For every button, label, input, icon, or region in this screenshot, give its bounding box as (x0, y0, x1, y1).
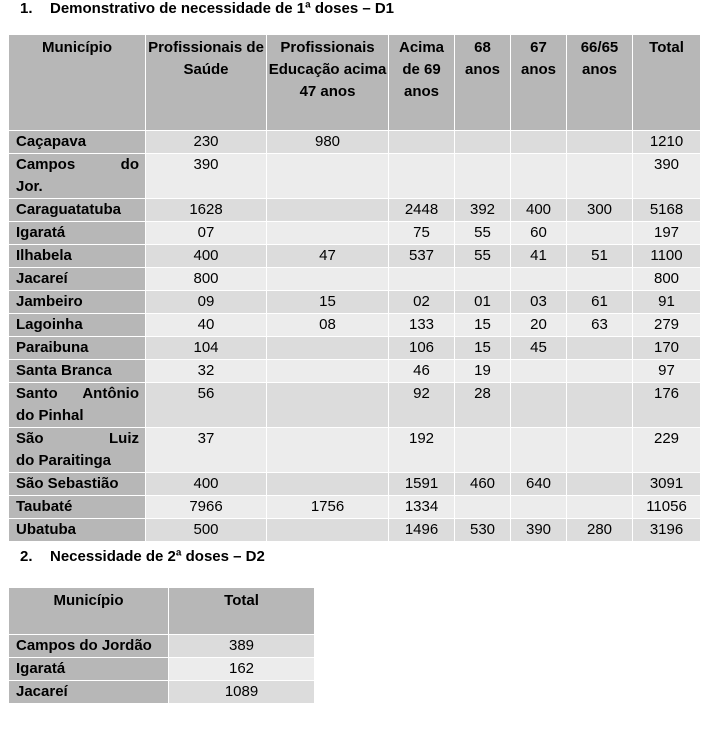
value-cell (389, 268, 455, 291)
d1-header-cell: Total (633, 35, 701, 131)
value-cell: 60 (511, 222, 567, 245)
d1-table-row (9, 428, 701, 473)
value-cell (567, 131, 633, 154)
value-cell: 15 (267, 291, 389, 314)
value-cell (511, 154, 567, 199)
value-cell: 390 (511, 519, 567, 542)
value-cell: 537 (389, 245, 455, 268)
value-cell: 197 (633, 222, 701, 245)
value-cell: 176 (633, 383, 701, 428)
value-cell (567, 383, 633, 428)
value-cell: 20 (511, 314, 567, 337)
value-cell (267, 360, 389, 383)
value-cell (455, 428, 511, 473)
section-2-heading (20, 548, 265, 565)
municipality-cell (9, 154, 146, 199)
d1-table-row (9, 245, 701, 268)
value-cell: 09 (146, 291, 267, 314)
municipality-cell: Caçapava (9, 131, 146, 154)
value-cell (267, 337, 389, 360)
municipality-name-line: São Luiz (16, 430, 139, 447)
value-cell (389, 154, 455, 199)
value-cell (455, 496, 511, 519)
value-cell (567, 337, 633, 360)
municipality-cell (9, 428, 146, 473)
value-cell: 192 (389, 428, 455, 473)
value-cell: 162 (169, 658, 315, 681)
value-cell: 980 (267, 131, 389, 154)
value-cell: 1089 (169, 681, 315, 704)
d1-header-cell: Acima de 69 anos (389, 35, 455, 131)
d1-table-row (9, 131, 701, 154)
value-cell: 392 (455, 199, 511, 222)
value-cell (511, 428, 567, 473)
value-cell: 45 (511, 337, 567, 360)
value-cell: 51 (567, 245, 633, 268)
value-cell: 106 (389, 337, 455, 360)
value-cell: 97 (633, 360, 701, 383)
value-cell: 32 (146, 360, 267, 383)
value-cell (267, 519, 389, 542)
d2-table-row (9, 681, 315, 704)
d1-header-cell: 66/65 anos (567, 35, 633, 131)
section-2-title: Necessidade de 2ª doses – D2 (50, 548, 265, 565)
value-cell (511, 268, 567, 291)
value-cell (267, 222, 389, 245)
section-1-number: 1. (20, 0, 33, 17)
d1-table-row (9, 337, 701, 360)
value-cell: 1210 (633, 131, 701, 154)
value-cell: 41 (511, 245, 567, 268)
value-cell: 390 (146, 154, 267, 199)
municipality-cell: Igaratá (9, 658, 169, 681)
value-cell: 03 (511, 291, 567, 314)
value-cell (455, 154, 511, 199)
municipality-cell (9, 383, 146, 428)
value-cell: 1591 (389, 473, 455, 496)
value-cell: 08 (267, 314, 389, 337)
value-cell (567, 222, 633, 245)
value-cell: 55 (455, 245, 511, 268)
value-cell (567, 268, 633, 291)
municipality-name-line: Jor. (16, 178, 43, 195)
d1-table-row (9, 496, 701, 519)
value-cell: 400 (511, 199, 567, 222)
value-cell (267, 383, 389, 428)
d1-table-row (9, 154, 701, 199)
value-cell: 133 (389, 314, 455, 337)
value-cell (567, 473, 633, 496)
d1-table-row (9, 222, 701, 245)
value-cell: 55 (455, 222, 511, 245)
value-cell (267, 154, 389, 199)
value-cell (511, 131, 567, 154)
municipality-cell: Santa Branca (9, 360, 146, 383)
d1-header-cell: Profissionais Educação acima 47 anos (267, 35, 389, 131)
value-cell: 02 (389, 291, 455, 314)
value-cell (567, 496, 633, 519)
value-cell: 91 (633, 291, 701, 314)
municipality-cell: Lagoinha (9, 314, 146, 337)
value-cell: 460 (455, 473, 511, 496)
d1-table-row (9, 519, 701, 542)
municipality-cell: Campos do Jordão (9, 635, 169, 658)
municipality-cell: Paraibuna (9, 337, 146, 360)
d1-header-cell: Profissionais de Saúde (146, 35, 267, 131)
value-cell: 1100 (633, 245, 701, 268)
municipality-cell: Ubatuba (9, 519, 146, 542)
value-cell: 1628 (146, 199, 267, 222)
value-cell: 07 (146, 222, 267, 245)
value-cell (267, 268, 389, 291)
value-cell: 800 (633, 268, 701, 291)
value-cell: 229 (633, 428, 701, 473)
d2-table-row (9, 658, 315, 681)
value-cell: 5168 (633, 199, 701, 222)
value-cell: 61 (567, 291, 633, 314)
municipality-name-line: Campos do (16, 156, 139, 173)
value-cell: 28 (455, 383, 511, 428)
value-cell: 15 (455, 337, 511, 360)
value-cell: 2448 (389, 199, 455, 222)
value-cell: 40 (146, 314, 267, 337)
d1-table-header-row (9, 35, 701, 131)
value-cell: 1334 (389, 496, 455, 519)
value-cell: 1496 (389, 519, 455, 542)
d2-table-header-row (9, 588, 315, 635)
value-cell: 19 (455, 360, 511, 383)
value-cell: 400 (146, 473, 267, 496)
value-cell: 47 (267, 245, 389, 268)
value-cell: 500 (146, 519, 267, 542)
value-cell: 11056 (633, 496, 701, 519)
d1-table-row (9, 360, 701, 383)
value-cell: 01 (455, 291, 511, 314)
d1-table-row (9, 314, 701, 337)
value-cell (267, 428, 389, 473)
value-cell (455, 131, 511, 154)
value-cell: 530 (455, 519, 511, 542)
value-cell: 280 (567, 519, 633, 542)
d1-header-cell: 68 anos (455, 35, 511, 131)
d1-table-row (9, 291, 701, 314)
d1-doses-table (8, 34, 701, 542)
municipality-cell: São Sebastião (9, 473, 146, 496)
value-cell (511, 496, 567, 519)
d1-header-cell: 67 anos (511, 35, 567, 131)
value-cell: 15 (455, 314, 511, 337)
municipality-cell: Jacareí (9, 268, 146, 291)
d2-doses-table (8, 587, 315, 704)
value-cell: 3196 (633, 519, 701, 542)
value-cell: 75 (389, 222, 455, 245)
value-cell: 279 (633, 314, 701, 337)
value-cell: 3091 (633, 473, 701, 496)
value-cell: 37 (146, 428, 267, 473)
value-cell: 1756 (267, 496, 389, 519)
d1-table-row (9, 268, 701, 291)
section-2-number: 2. (20, 548, 33, 565)
value-cell (389, 131, 455, 154)
d2-table-row (9, 635, 315, 658)
d1-header-cell: Município (9, 35, 146, 131)
municipality-cell: Caraguatatuba (9, 199, 146, 222)
municipality-cell: Taubaté (9, 496, 146, 519)
value-cell: 46 (389, 360, 455, 383)
d2-header-cell: Município (9, 588, 169, 635)
d1-table-row (9, 473, 701, 496)
value-cell (567, 360, 633, 383)
value-cell: 640 (511, 473, 567, 496)
municipality-cell: Jambeiro (9, 291, 146, 314)
section-1-heading (20, 0, 394, 17)
value-cell: 63 (567, 314, 633, 337)
value-cell (267, 199, 389, 222)
value-cell (267, 473, 389, 496)
d1-table-body (9, 131, 701, 542)
value-cell: 300 (567, 199, 633, 222)
value-cell (511, 360, 567, 383)
value-cell: 170 (633, 337, 701, 360)
value-cell (511, 383, 567, 428)
value-cell: 389 (169, 635, 315, 658)
value-cell: 56 (146, 383, 267, 428)
value-cell (567, 154, 633, 199)
value-cell (567, 428, 633, 473)
d2-table-body (9, 635, 315, 704)
municipality-cell: Ilhabela (9, 245, 146, 268)
value-cell: 800 (146, 268, 267, 291)
value-cell: 104 (146, 337, 267, 360)
d1-table-row (9, 199, 701, 222)
municipality-cell: Igaratá (9, 222, 146, 245)
municipality-cell: Jacareí (9, 681, 169, 704)
value-cell: 7966 (146, 496, 267, 519)
value-cell: 400 (146, 245, 267, 268)
municipality-name-line: do Paraitinga (16, 452, 112, 469)
value-cell: 230 (146, 131, 267, 154)
section-1-title: Demonstrativo de necessidade de 1ª doses – D1 (50, 0, 395, 17)
d2-header-cell: Total (169, 588, 315, 635)
value-cell: 92 (389, 383, 455, 428)
municipality-name-line: Santo Antônio (16, 385, 139, 402)
value-cell: 390 (633, 154, 701, 199)
municipality-name-line: do Pinhal (16, 407, 84, 424)
d1-table-row (9, 383, 701, 428)
value-cell (455, 268, 511, 291)
